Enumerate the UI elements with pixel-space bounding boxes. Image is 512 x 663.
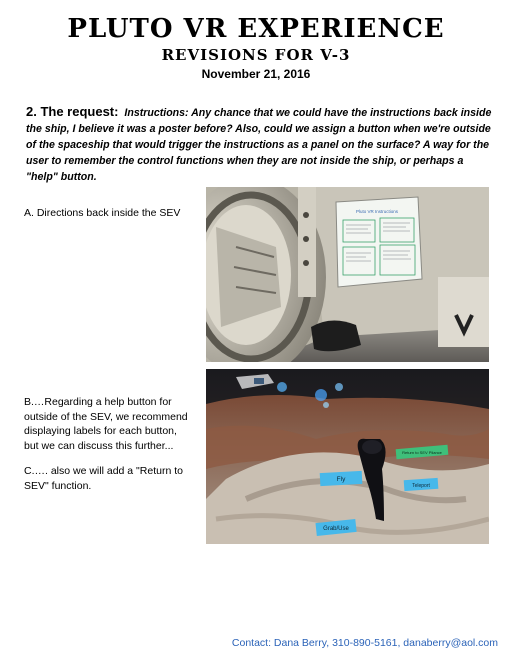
sev-interior-screenshot xyxy=(206,187,489,362)
document-subtitle: REVISIONS FOR V-3 xyxy=(161,46,351,64)
request-heading: 2. The request: xyxy=(26,104,119,119)
item-b-text: B.…Regarding a help button for outside of the SEV, we recommend displaying labels for each button, but we can discuss this further... xyxy=(24,396,188,452)
poster-title: Pluto VR Instructions xyxy=(355,209,399,214)
contact-line: Contact: Dana Berry, 310-890-5161, danaberry@aol.com xyxy=(231,637,498,649)
request-paragraph xyxy=(26,104,494,185)
label-teleport: Teleport xyxy=(412,483,430,489)
label-grab-use: Grab/Use xyxy=(323,526,349,532)
document-title: PLUTO VR EXPERIENCE xyxy=(67,14,445,44)
item-a-text: A. Directions back inside the SEV xyxy=(24,207,181,219)
document-date: November 21, 2016 xyxy=(201,67,311,81)
label-fly: Fly xyxy=(336,476,346,483)
label-return: Return to SEV Pliance xyxy=(402,450,442,455)
item-c-text: C.…. also we will add a "Return to SEV" function. xyxy=(24,465,183,492)
pluto-surface-screenshot xyxy=(206,369,489,544)
request-body: Instructions: Any chance that we could have the instructions back inside the ship, I believe it was a poster before? Also, could we assign a button when we're outside of the spaceship that would trigger the instructions as a panel on the surface? A way for the user to remember the control functions when they are not inside the ship, or perhaps a "help" button. xyxy=(26,107,492,183)
